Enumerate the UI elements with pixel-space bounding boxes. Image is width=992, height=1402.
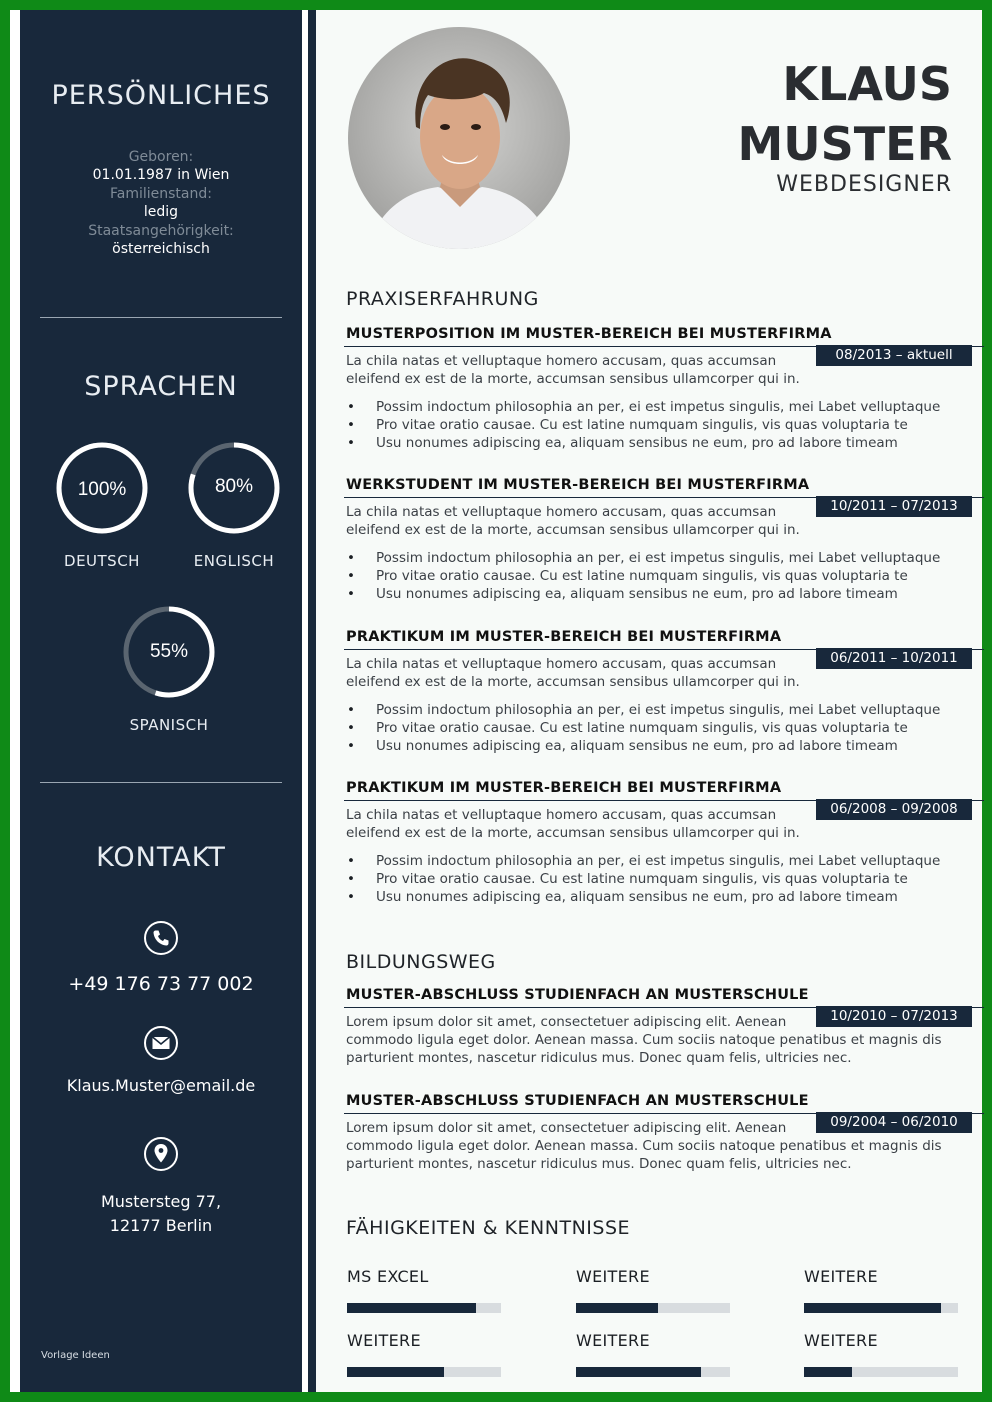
personal-info <box>20 148 302 259</box>
list-item: • Possim indoctum philosophia an per, ei est impetus singulis, mei Labet velluptaque <box>346 701 982 719</box>
entry-description <box>346 806 806 842</box>
skill-item <box>804 1331 964 1377</box>
skill-name: WEITERE <box>347 1331 421 1350</box>
skill-name: WEITERE <box>576 1331 650 1350</box>
entry-description <box>346 503 806 539</box>
entry-description-line: La chila natas et velluptaque homero accusam, quas accumsan <box>346 353 777 369</box>
contact-address <box>20 1190 302 1238</box>
entry-description <box>346 655 806 691</box>
list-item: • Usu nonumes adipiscing ea, aliquam sensibus ne eum, pro ad labore timeam <box>346 585 982 603</box>
skill-bar-fill <box>804 1303 941 1313</box>
skill-bar-fill <box>576 1367 701 1377</box>
language-level-englisch: 80% <box>214 476 254 497</box>
education-entry <box>346 987 982 1067</box>
footer-note: Vorlage Ideen <box>41 1350 110 1361</box>
list-item: • Usu nonumes adipiscing ea, aliquam sensibus ne eum, pro ad labore timeam <box>346 434 982 452</box>
skill-bar <box>576 1367 730 1377</box>
entry-bullets <box>346 549 982 603</box>
language-name-deutsch: DEUTSCH <box>64 552 140 570</box>
contact-section-title: KONTAKT <box>96 842 226 873</box>
entry-description-line: parturient montes, nascetur ridiculus mus. Donec quam felis, ultricies nec. <box>346 1156 852 1172</box>
skill-bar <box>804 1367 958 1377</box>
divider-strip <box>308 10 316 1392</box>
entry-title: MUSTER-ABSCHLUSS STUDIENFACH AN MUSTERSCHULE <box>346 1093 809 1109</box>
language-ring-deutsch <box>54 440 150 536</box>
birth-value: 01.01.1987 in Wien <box>92 167 230 183</box>
entry-title: PRAKTIKUM IM MUSTER-BEREICH BEI MUSTERFIRMA <box>346 629 782 645</box>
skill-item <box>576 1267 736 1313</box>
list-item: • Possim indoctum philosophia an per, ei est impetus singulis, mei Labet velluptaque <box>346 398 982 416</box>
experience-entry <box>346 780 982 906</box>
entry-description-line: eleifend ex est de la morte, accumsan sensibus ullamcorper qui in. <box>346 522 800 538</box>
language-name-englisch: ENGLISCH <box>193 552 275 570</box>
language-name-spanisch: SPANISCH <box>129 716 209 734</box>
sidebar <box>20 10 302 1392</box>
entry-description-line: La chila natas et velluptaque homero accusam, quas accumsan <box>346 656 777 672</box>
skill-bar <box>347 1303 501 1313</box>
entry-description <box>346 352 806 388</box>
entry-title: MUSTER-ABSCHLUSS STUDIENFACH AN MUSTERSCHULE <box>346 987 809 1003</box>
entry-date-badge: 08/2013 – aktuell <box>816 345 972 366</box>
entry-description-line: La chila natas et velluptaque homero accusam, quas accumsan <box>346 504 777 520</box>
skill-name: WEITERE <box>576 1267 650 1286</box>
list-item: • Pro vitae oratio causae. Cu est latine numquam singulis, vis quas voluptaria te <box>346 719 982 737</box>
entry-description-line: Lorem ipsum dolor sit amet, consectetuer adipiscing elit. Aenean <box>346 1120 787 1136</box>
skill-bar-fill <box>804 1367 852 1377</box>
list-item: • Pro vitae oratio causae. Cu est latine numquam singulis, vis quas voluptaria te <box>346 567 982 585</box>
address-city: 12177 Berlin <box>109 1216 213 1235</box>
language-item-deutsch <box>52 440 152 570</box>
skill-name: WEITERE <box>804 1267 878 1286</box>
profile-photo <box>348 27 570 249</box>
language-level-spanisch: 55% <box>149 641 189 662</box>
nationality-label: Staatsangehörigkeit: <box>88 223 234 239</box>
language-item-englisch <box>184 440 284 570</box>
first-name: KLAUS <box>782 57 952 111</box>
entry-bullets <box>346 852 982 906</box>
entry-description-line: commodo ligula eget dolor. Aenean massa. Cum sociis natoque penatibus et magnis dis <box>346 1138 942 1154</box>
marital-status-value: ledig <box>143 204 179 220</box>
skill-bar-fill <box>347 1367 444 1377</box>
skill-bar <box>347 1367 501 1377</box>
language-level-deutsch: 100% <box>77 479 127 500</box>
entry-bullets <box>346 398 982 452</box>
entry-title: MUSTERPOSITION IM MUSTER-BEREICH BEI MUSTERFIRMA <box>346 326 832 342</box>
education-section-title: BILDUNGSWEG <box>346 951 496 973</box>
entry-description-line: eleifend ex est de la morte, accumsan sensibus ullamcorper qui in. <box>346 674 800 690</box>
list-item: • Possim indoctum philosophia an per, ei est impetus singulis, mei Labet velluptaque <box>346 852 982 870</box>
skill-bar <box>804 1303 958 1313</box>
entry-title: WERKSTUDENT IM MUSTER-BEREICH BEI MUSTERFIRMA <box>346 477 810 493</box>
nationality-value: österreichisch <box>112 241 210 257</box>
skill-item <box>804 1267 964 1313</box>
skill-item <box>347 1267 507 1313</box>
experience-entry <box>346 629 982 755</box>
skill-bar <box>576 1303 730 1313</box>
entry-date-badge: 10/2011 – 07/2013 <box>816 496 972 517</box>
skill-item <box>347 1331 507 1377</box>
cv-page <box>10 10 982 1392</box>
list-item: • Usu nonumes adipiscing ea, aliquam sensibus ne eum, pro ad labore timeam <box>346 888 982 906</box>
list-item: • Pro vitae oratio causae. Cu est latine numquam singulis, vis quas voluptaria te <box>346 416 982 434</box>
entry-date-badge: 06/2008 – 09/2008 <box>816 799 972 820</box>
job-role: WEBDESIGNER <box>776 172 952 197</box>
language-ring-spanisch <box>121 604 217 700</box>
mail-icon <box>143 1025 179 1061</box>
entry-description-line: eleifend ex est de la morte, accumsan sensibus ullamcorper qui in. <box>346 825 800 841</box>
address-street: Mustersteg 77, <box>100 1192 222 1211</box>
entry-description-line: La chila natas et velluptaque homero accusam, quas accumsan <box>346 807 777 823</box>
skill-name: MS EXCEL <box>347 1267 429 1286</box>
skill-bar-fill <box>347 1303 476 1313</box>
entry-date-badge: 09/2004 – 06/2010 <box>816 1112 972 1133</box>
experience-entry <box>346 477 982 603</box>
entry-description-line: commodo ligula eget dolor. Aenean massa. Cum sociis natoque penatibus et magnis dis <box>346 1032 942 1048</box>
skill-item <box>576 1331 736 1377</box>
entry-description-line: Lorem ipsum dolor sit amet, consectetuer adipiscing elit. Aenean <box>346 1014 787 1030</box>
birth-label: Geboren: <box>128 149 194 165</box>
skills-section-title: FÄHIGKEITEN & KENNTNISSE <box>346 1217 631 1239</box>
list-item: • Possim indoctum philosophia an per, ei est impetus singulis, mei Labet velluptaque <box>346 549 982 567</box>
language-item-spanisch <box>119 604 219 734</box>
entry-date-badge: 06/2011 – 10/2011 <box>816 648 972 669</box>
entry-description-line: eleifend ex est de la morte, accumsan sensibus ullamcorper qui in. <box>346 371 800 387</box>
entry-title: PRAKTIKUM IM MUSTER-BEREICH BEI MUSTERFIRMA <box>346 780 782 796</box>
personal-section-title: PERSÖNLICHES <box>51 80 271 111</box>
skill-bar-fill <box>576 1303 658 1313</box>
sidebar-divider <box>40 317 282 318</box>
location-pin-icon <box>143 1136 179 1172</box>
experience-entry <box>346 326 982 452</box>
list-item: • Pro vitae oratio causae. Cu est latine numquam singulis, vis quas voluptaria te <box>346 870 982 888</box>
sidebar-divider <box>40 782 282 783</box>
entry-bullets <box>346 701 982 755</box>
language-ring-englisch <box>186 440 282 536</box>
entry-description-line: parturient montes, nascetur ridiculus mus. Donec quam felis, ultricies nec. <box>346 1050 852 1066</box>
languages-section-title: SPRACHEN <box>84 371 238 402</box>
marital-status-label: Familienstand: <box>110 186 212 202</box>
experience-section-title: PRAXISERFAHRUNG <box>346 288 539 310</box>
candidate-name <box>738 54 952 174</box>
contact-phone[interactable]: +49 176 73 77 002 <box>68 973 254 995</box>
contact-email[interactable]: Klaus.Muster@email.de <box>66 1076 256 1095</box>
education-entry <box>346 1093 982 1173</box>
main-content <box>316 10 982 1392</box>
list-item: • Usu nonumes adipiscing ea, aliquam sensibus ne eum, pro ad labore timeam <box>346 737 982 755</box>
last-name: MUSTER <box>737 117 952 171</box>
skill-name: WEITERE <box>804 1331 878 1350</box>
entry-date-badge: 10/2010 – 07/2013 <box>816 1006 972 1027</box>
phone-icon <box>143 920 179 956</box>
